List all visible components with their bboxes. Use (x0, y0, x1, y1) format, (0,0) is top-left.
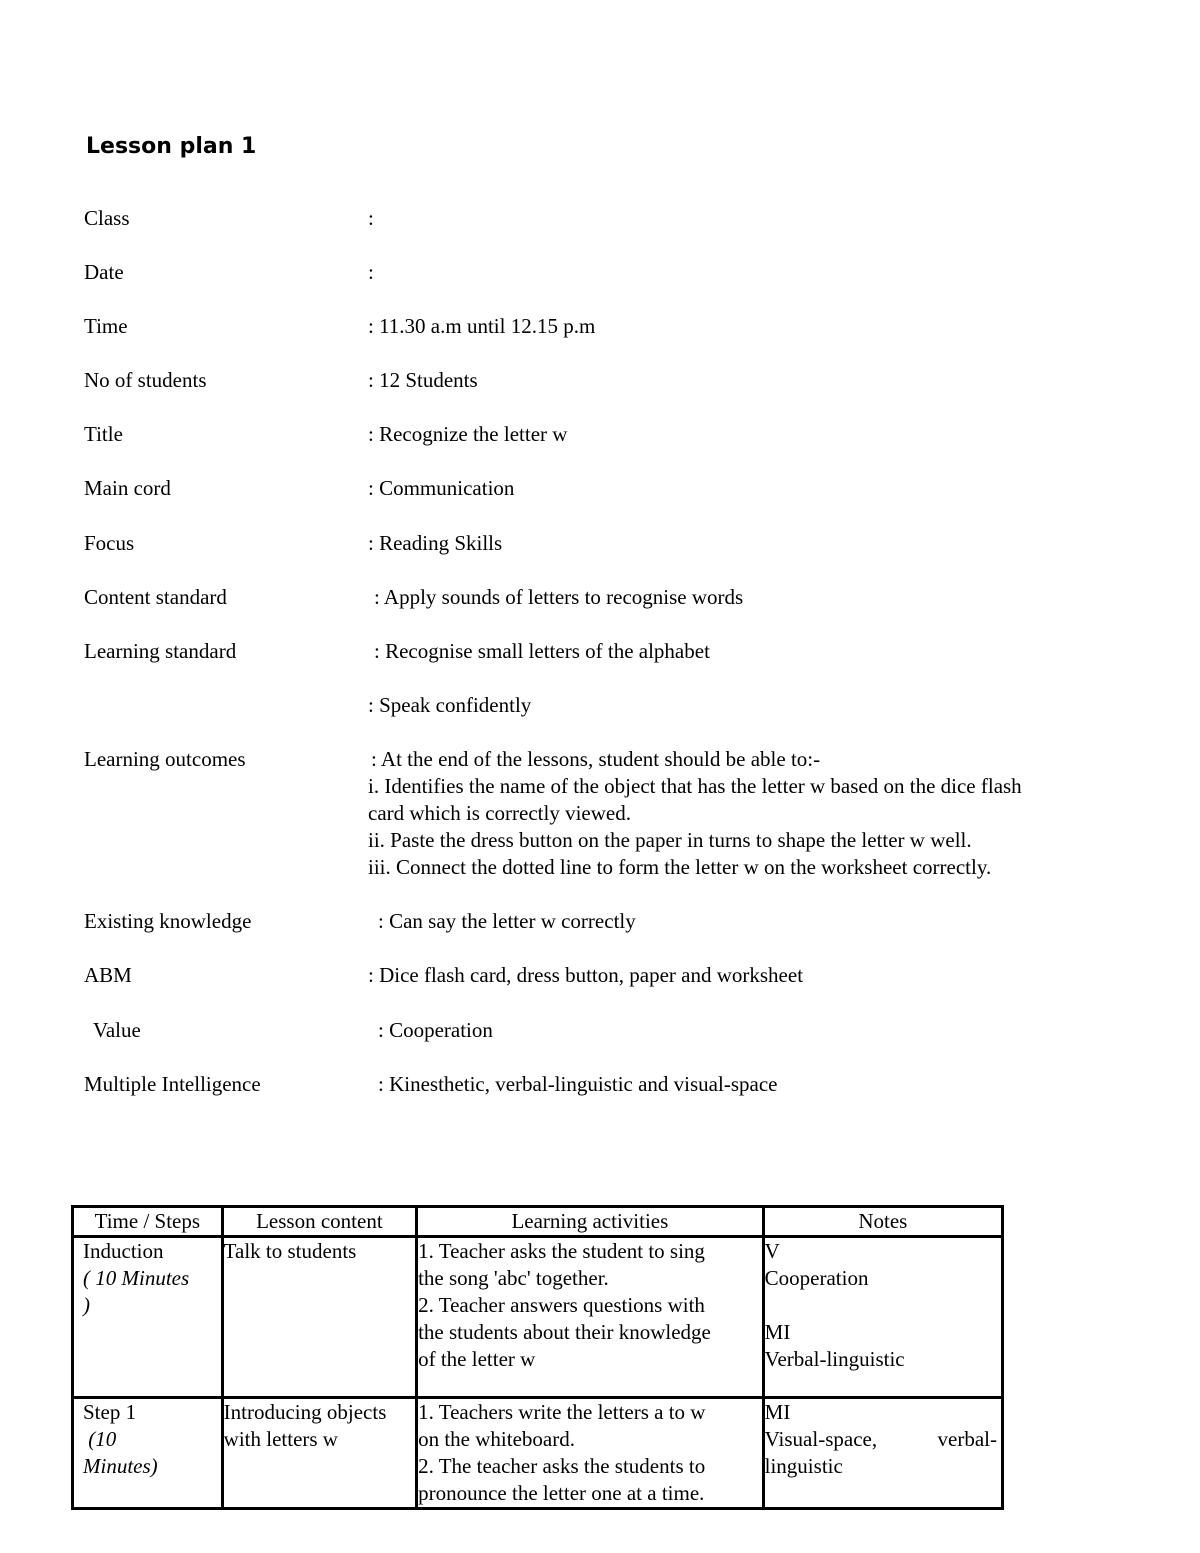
step-name: Step 1 (83, 1400, 137, 1424)
field-value-abm: : Dice flash card, dress button, paper and worksheet (368, 963, 804, 987)
activity-line: 1. Teacher asks the student to sing (418, 1239, 705, 1263)
field-label-learning-standard: Learning standard (84, 639, 237, 663)
cell-notes (763, 1237, 1002, 1398)
activity-line: 2. Teacher answers questions with (418, 1293, 705, 1317)
activity-line: pronounce the letter one at a time. (418, 1481, 705, 1505)
field-value-time: : 11.30 a.m until 12.15 p.m (368, 314, 596, 338)
activity-line: 2. The teacher asks the students to (418, 1454, 706, 1478)
field-value-title: : Recognize the letter w (368, 422, 568, 446)
cell-content (222, 1398, 416, 1509)
note-line: linguistic (764, 1454, 843, 1478)
step-duration: ( 10 Minutes (83, 1266, 190, 1290)
cell-notes (763, 1398, 1002, 1509)
field-value-multiple-intelligence: : Kinesthetic, verbal-linguistic and visual-space (378, 1072, 778, 1096)
activity-line: the song 'abc' together. (418, 1266, 609, 1290)
field-value-existing-knowledge: : Can say the letter w correctly (378, 909, 636, 933)
header-lesson-content: Lesson content (222, 1207, 416, 1237)
step-duration: ) (83, 1293, 90, 1317)
field-label-value: Value (93, 1018, 141, 1042)
note-line: Cooperation (764, 1266, 869, 1290)
field-value-class: : (368, 206, 374, 230)
field-value-focus: : Reading Skills (368, 531, 503, 555)
step-duration: Minutes) (83, 1454, 158, 1478)
content-line: with letters w (223, 1427, 338, 1451)
cell-activities (417, 1398, 764, 1509)
cell-step (73, 1398, 223, 1509)
outcome-line: iii. Connect the dotted line to form the letter w on the worksheet correctly. (368, 855, 992, 879)
content-line: Talk to students (223, 1239, 357, 1263)
field-label-focus: Focus (84, 531, 135, 555)
lesson-steps-table (71, 1205, 1004, 1510)
table-row (73, 1398, 1003, 1509)
outcomes-intro: : At the end of the lessons, student should be able to:- (371, 747, 821, 771)
field-label-students: No of students (84, 368, 207, 392)
field-value-value: : Cooperation (378, 1018, 493, 1042)
table-header-row (73, 1207, 1003, 1237)
field-value-content-standard: : Apply sounds of letters to recognise words (374, 585, 744, 609)
table-row (73, 1237, 1003, 1398)
content-line: Introducing objects (223, 1400, 387, 1424)
note-line: MI (764, 1400, 791, 1424)
learning-outcomes (368, 746, 1022, 881)
note-word: Visual-space, (764, 1427, 878, 1451)
activity-line: of the letter w (418, 1347, 536, 1371)
field-label-content-standard: Content standard (84, 585, 227, 609)
page-title: Lesson plan 1 (86, 134, 257, 159)
field-label-date: Date (84, 260, 124, 284)
activity-line: on the whiteboard. (418, 1427, 575, 1451)
note-line (765, 1292, 1001, 1319)
note-line: MI (764, 1320, 791, 1344)
field-value-date: : (368, 260, 374, 284)
field-label-title: Title (84, 422, 123, 446)
activity-line: 1. Teachers write the letters a to w (418, 1400, 706, 1424)
note-line-justified (765, 1426, 1001, 1453)
step-duration: (10 (83, 1427, 117, 1451)
field-label-abm: ABM (84, 963, 132, 987)
header-time-steps: Time / Steps (73, 1207, 223, 1237)
field-label-main-cord: Main cord (84, 476, 171, 500)
field-value-learning-standard: : Recognise small letters of the alphabet (374, 639, 710, 663)
note-line: Verbal-linguistic (764, 1347, 905, 1371)
step-name: Induction (83, 1239, 164, 1263)
activity-line: the students about their knowledge (418, 1320, 711, 1344)
field-value-main-cord: : Communication (368, 476, 515, 500)
outcome-line: i. Identifies the name of the object that has the letter w based on the dice flash (368, 774, 1022, 798)
outcome-line: card which is correctly viewed. (368, 801, 631, 825)
header-learning-activities: Learning activities (417, 1207, 764, 1237)
header-notes: Notes (763, 1207, 1002, 1237)
note-word: verbal- (937, 1427, 997, 1451)
field-value-learning-standard-2: : Speak confidently (368, 693, 532, 717)
cell-content (222, 1237, 416, 1398)
note-line: V (764, 1239, 780, 1263)
outcome-line: ii. Paste the dress button on the paper in turns to shape the letter w well. (368, 828, 972, 852)
cell-step (73, 1237, 223, 1398)
field-label-learning-outcomes: Learning outcomes (84, 747, 246, 771)
field-label-class: Class (84, 206, 130, 230)
field-label-time: Time (84, 314, 128, 338)
field-value-students: : 12 Students (368, 368, 478, 392)
field-label-existing-knowledge: Existing knowledge (84, 909, 252, 933)
field-label-multiple-intelligence: Multiple Intelligence (84, 1072, 261, 1096)
cell-activities (417, 1237, 764, 1398)
